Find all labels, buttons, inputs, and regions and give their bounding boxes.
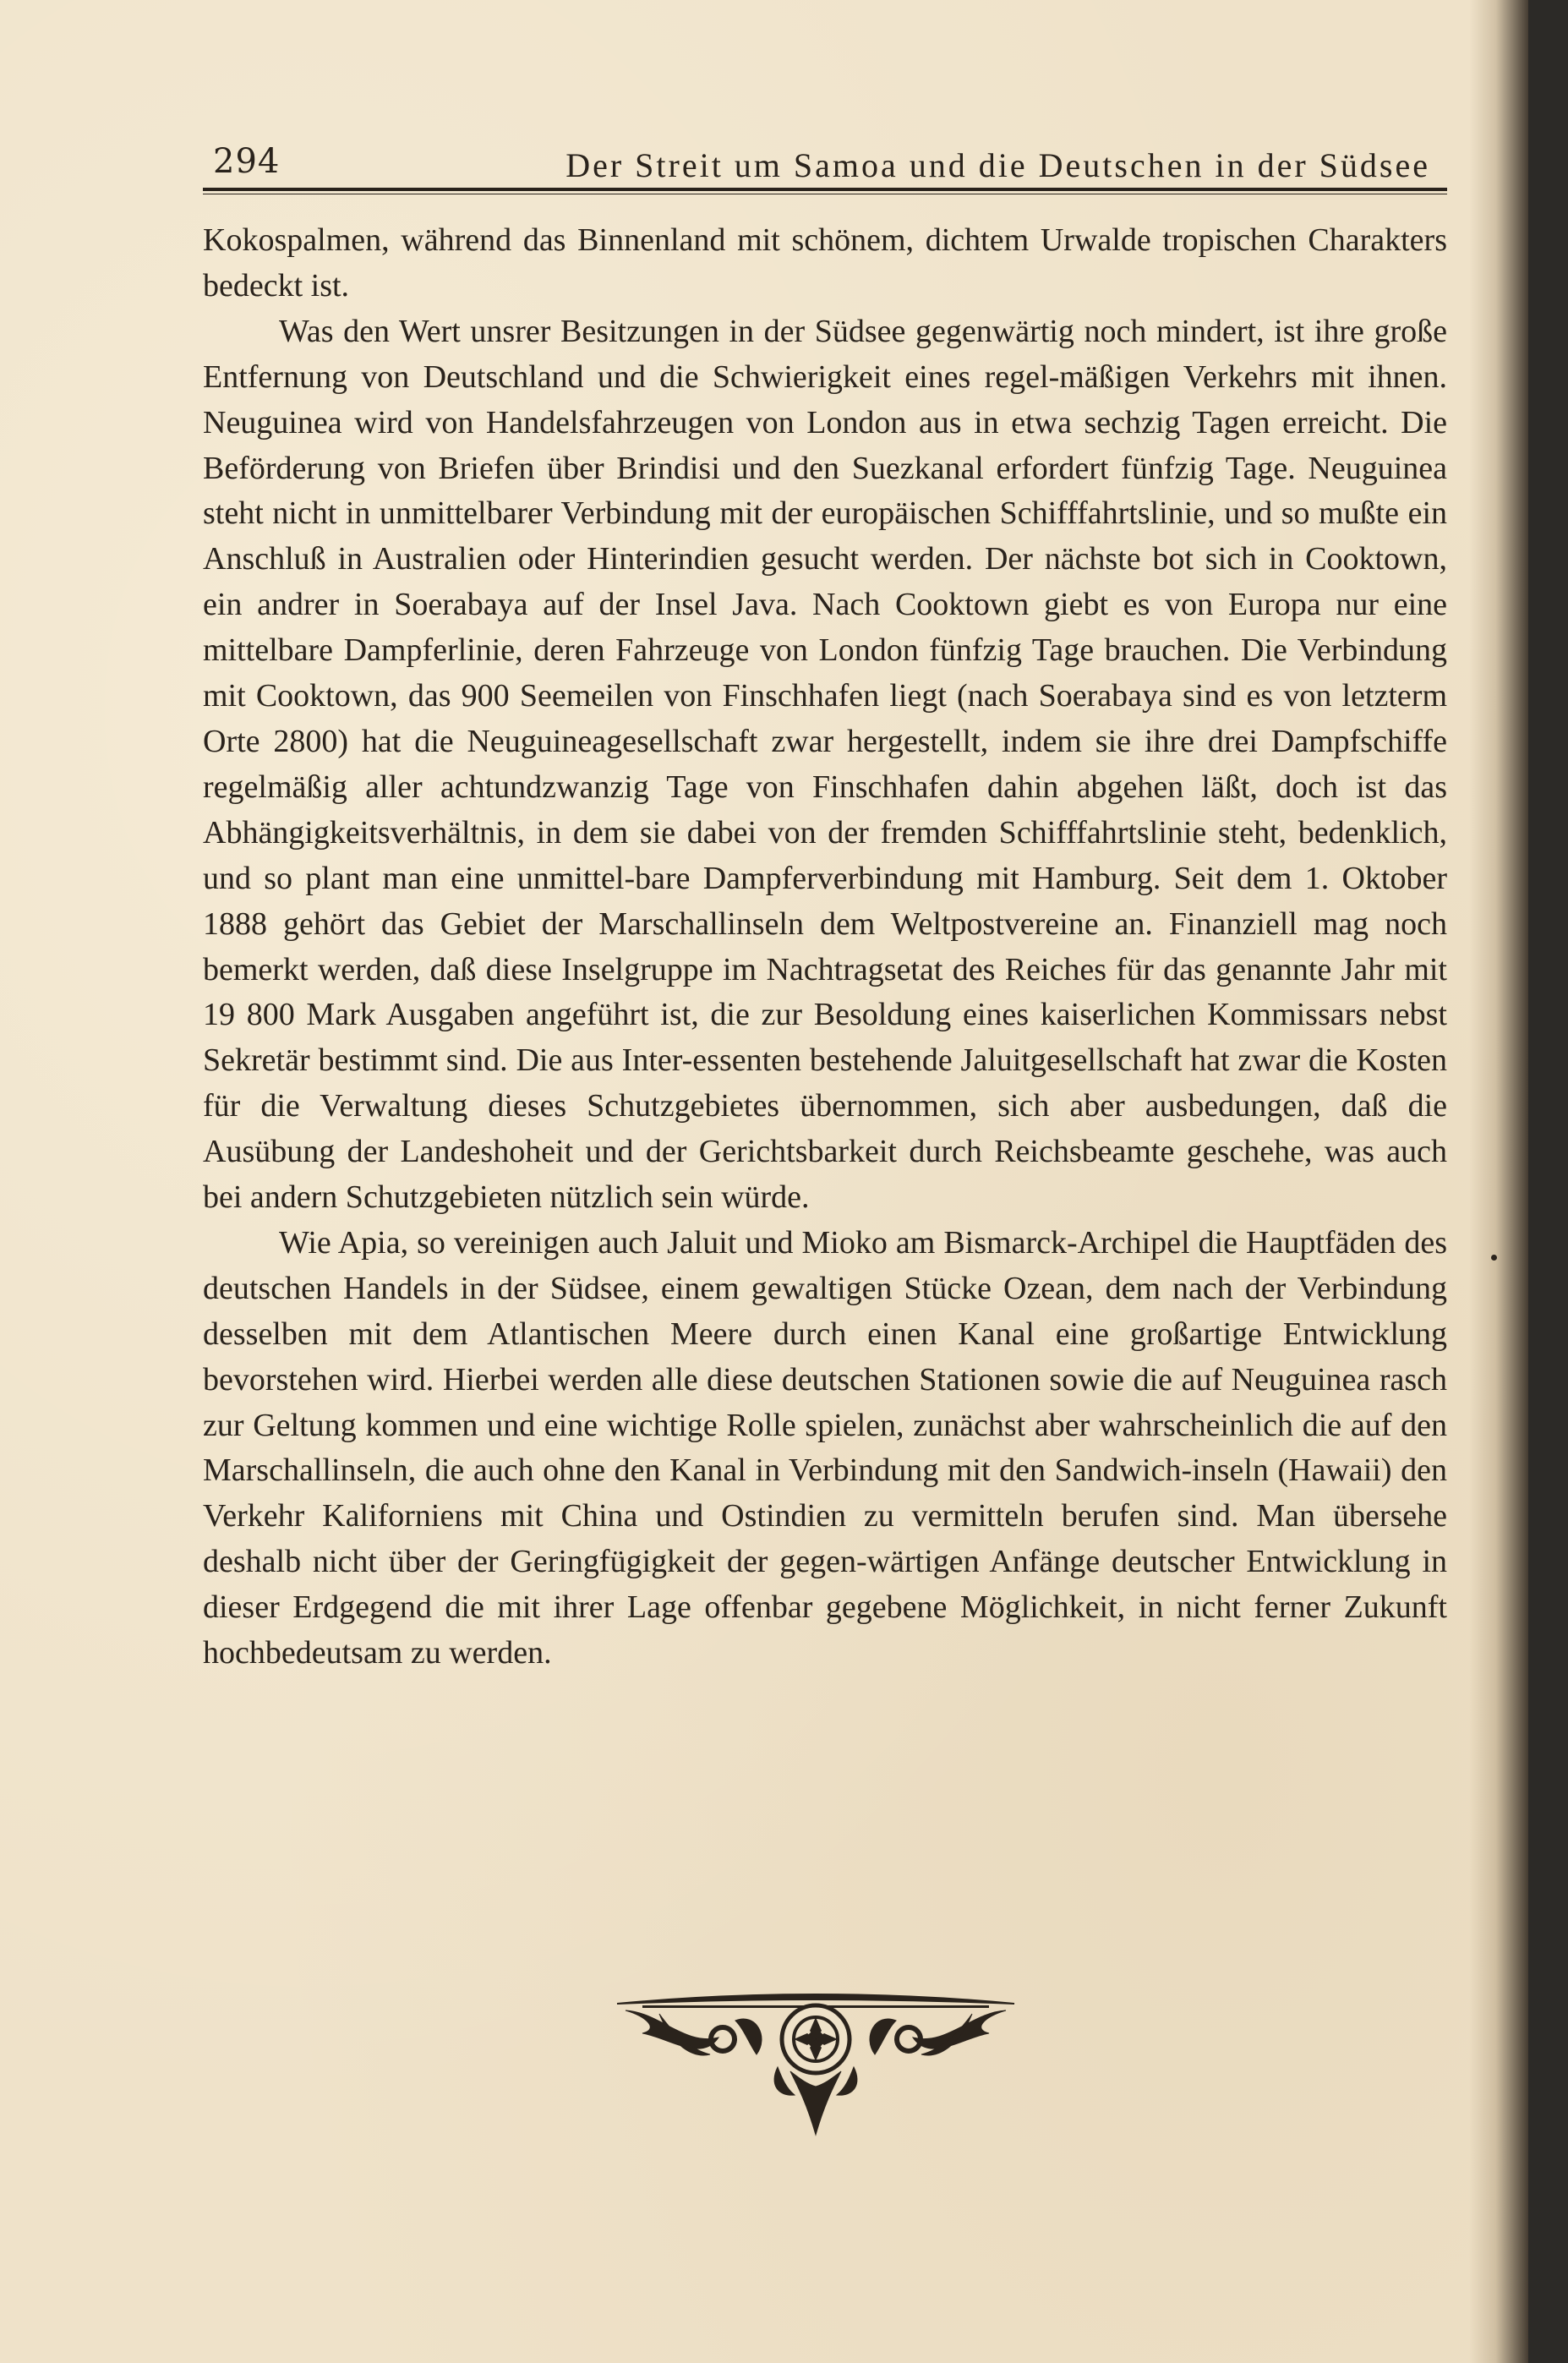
header-rule-thick <box>203 188 1447 191</box>
paragraph-continuation: Kokospalmen, während das Binnenland mit schönem, dichtem Urwalde tropischen Charakters bedeckt ist. <box>203 222 1447 304</box>
page-gutter-shadow <box>1469 0 1528 2363</box>
page-number: 294 <box>213 142 281 181</box>
paragraph-besitzungen: Was den Wert unsrer Besitzungen in der Südsee gegenwärtig noch mindert, ist ihre große Entfernung von Deutschland und die Schwierigkeit eines regel-mäßigen Verkehrs mit ihnen. Neuguinea wird von Handelsfahrzeugen von London aus in etwa sechzig Tagen erreicht. Die Beförderung von Briefen über Brindisi und den Suezkanal erfordert fünfzig Tage. Neuguinea steht nicht in unmittelbarer Verbindung mit der europäischen Schifffahrtslinie, und so mußte ein Anschluß in Australien oder Hinterindien gesucht werden. Der nächste bot sich in Cooktown, ein andrer in Soerabaya auf der Insel Java. Nach Cooktown giebt es von Europa nur eine mittelbare Dampferlinie, deren Fahrzeuge von London fünfzig Tage brauchen. Die Verbindung mit Cooktown, das 900 Seemeilen von Finschhafen liegt (nach Soerabaya sind es von letzterm Orte 2800) hat die Neuguineagesellschaft zwar hergestellt, indem sie ihre drei Dampfschiffe regelmäßig aller achtundzwanzig Tage von Finschhafen dahin abgehen läßt, doch ist das Abhängigkeitsverhältnis, in dem sie dabei von der fremden Schifffahrtslinie steht, bedenklich, und so plant man eine unmittel-bare Dampferverbindung mit Hamburg. Seit dem 1. Oktober 1888 gehört das Gebiet der Marschallinseln dem Weltpostvereine an. Finanziell mag noch bemerkt werden, daß diese Inselgruppe im Nachtragsetat des Reiches für das genannte Jahr mit 19 800 Mark Ausgaben angeführt ist, die zur Besoldung eines kaiserlichen Kommissars nebst Sekretär bestimmt sind. Die aus Inter-essenten bestehende Jaluitgesellschaft hat zwar die Kosten für die Verwaltung dieses Schutzgebietes übernommen, sich aber ausbedungen, daß die Ausübung der Landeshoheit und der Gerichtsbarkeit durch Reichsbeamte geschehe, was auch bei andern Schutzgebieten nützlich sein würde. <box>203 313 1447 1216</box>
page-header <box>203 142 1447 193</box>
header-double-rule <box>203 188 1447 196</box>
body-text <box>203 218 1447 1677</box>
floral-tailpiece-icon <box>609 1987 1023 2143</box>
margin-ink-speck <box>1491 1255 1497 1261</box>
paragraph-apia: Wie Apia, so vereinigen auch Jaluit und Mioko am Bismarck-Archipel die Hauptfäden des deutschen Handels in der Südsee, einem gewaltigen Stücke Ozean, dem nach der Verbindung desselben mit dem Atlantischen Meere durch einen Kanal eine großartige Entwicklung bevorstehen wird. Hierbei werden alle diese deutschen Stationen sowie die auf Neuguinea rasch zur Geltung kommen und eine wichtige Rolle spielen, zunächst aber wahrscheinlich die auf den Marschallinseln, die auch ohne den Kanal in Verbindung mit den Sandwich-inseln (Hawaii) den Verkehr Kaliforniens mit China und Ostindien zu vermitteln berufen sind. Man übersehe deshalb nicht über der Geringfügigkeit der gegen-wärtigen Anfänge deutscher Entwicklung in dieser Erdgegend die mit ihrer Lage offenbar gegebene Möglichkeit, in nicht ferner Zukunft hochbedeutsam zu werden. <box>203 1224 1447 1671</box>
running-title: Der Streit um Samoa und die Deutschen in der Südsee <box>565 146 1430 184</box>
